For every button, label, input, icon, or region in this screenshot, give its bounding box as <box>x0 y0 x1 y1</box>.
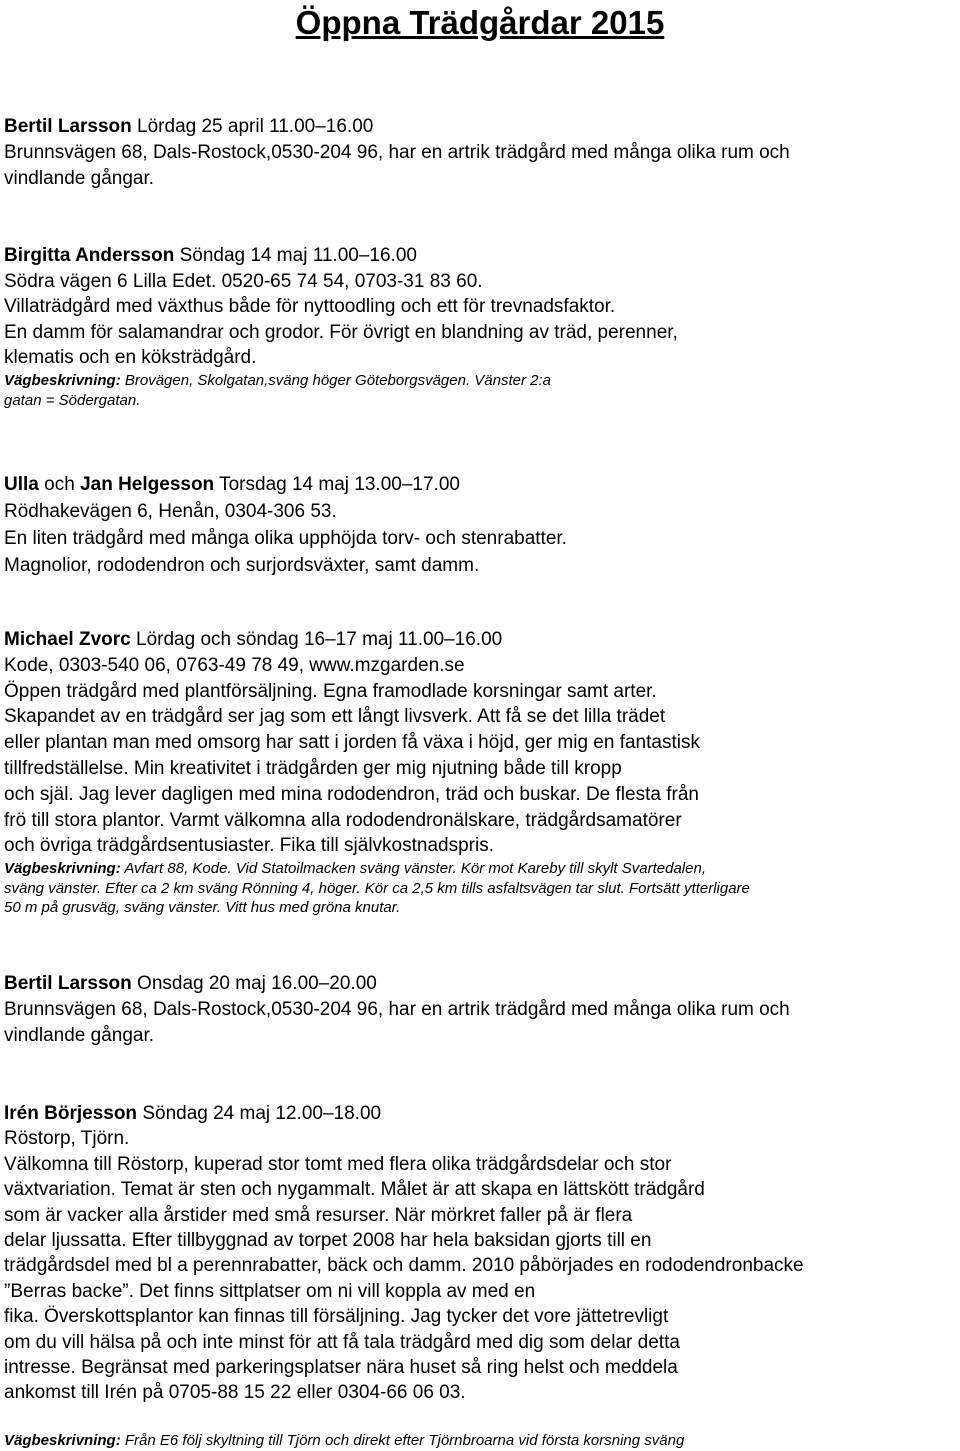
entry-text-line: Öppen trädgård med plantförsäljning. Egna framodlade korsningar samt arter. <box>4 680 657 702</box>
entry-text-line: Röstorp, Tjörn. <box>4 1128 130 1150</box>
host-name: Irén Börjesson <box>4 1103 138 1124</box>
opening-date: Onsdag 20 maj 16.00–20.00 <box>131 973 377 994</box>
entry-heading <box>4 971 960 997</box>
entry-heading <box>4 243 960 269</box>
directions-line <box>4 371 960 391</box>
host-name: Bertil Larsson <box>4 116 132 137</box>
entry-text-line: trädgårdsdel med bl a perennrabatter, bäck och damm. 2010 påbörjades en rododendronbacke <box>4 1255 804 1277</box>
directions-line <box>4 859 960 879</box>
entry-text-line: Rödhakevägen 6, Henån, 0304-306 53. <box>4 501 337 522</box>
garden-entry <box>4 114 960 192</box>
directions-label: Vägbeskrivning: <box>4 860 121 878</box>
entry-text-line: om du vill hälsa på och inte minst för att få tala trädgård med dig som delar detta <box>4 1331 680 1353</box>
directions-line: sväng vänster. Efter ca 2 km sväng Rönning 4, höger. Kör ca 2,5 km tills asfaltsvägen tar slut. Fortsätt ytterligare <box>4 879 750 897</box>
directions-label: Vägbeskrivning: <box>4 1432 121 1450</box>
garden-entry <box>4 627 960 918</box>
entry-text-line: Magnolior, rododendron och surjordsväxter, samt damm. <box>4 555 480 576</box>
opening-date: Söndag 14 maj 11.00–16.00 <box>174 245 417 266</box>
directions-line: 50 m på grusväg, sväng vänster. Vitt hus med gröna knutar. <box>4 899 401 917</box>
opening-date: Lördag och söndag 16–17 maj 11.00–16.00 <box>130 629 503 650</box>
entry-heading <box>4 1101 960 1126</box>
page-title: Öppna Trädgårdar 2015 <box>295 4 665 41</box>
opening-date: Lördag 25 april 11.00–16.00 <box>131 116 374 137</box>
entry-heading <box>4 114 960 140</box>
entry-text-line: vindlande gångar. <box>4 1025 155 1046</box>
host-name: Jan Helgesson <box>80 474 215 495</box>
entry-text-line: ”Berras backe”. Det finns sittplatser om ni vill koppla av med en <box>4 1280 536 1302</box>
entry-text-line: som är vacker alla årstider med små resurser. När mörkret faller på är flera <box>4 1204 633 1226</box>
directions-text: Avfart 88, Kode. Vid Statoilmacken sväng vänster. Kör mot Kareby till skylt Svartedalen, <box>120 860 706 878</box>
entry-text-line: Kode, 0303-540 06, 0763-49 78 49, www.mzgarden.se <box>4 654 465 676</box>
entry-text-line: Välkomna till Röstorp, kuperad stor tomt med flera olika trädgårdsdelar och stor <box>4 1153 672 1175</box>
entry-text-line: Brunnsvägen 68, Dals-Rostock,0530-204 96, har en artrik trädgård med många olika rum och <box>4 142 790 163</box>
entry-text-line: Skapandet av en trädgård ser jag som ett långt livsverk. Att få se det lilla trädet <box>4 706 666 728</box>
entry-heading <box>4 471 960 498</box>
entry-text-line: eller plantan man med omsorg har satt i jorden få växa i höjd, ger mig en fantastisk <box>4 732 700 754</box>
entry-text-line: En liten trädgård med många olika upphöjda torv- och stenrabatter. <box>4 528 567 549</box>
entry-text-line: En damm för salamandrar och grodor. För övrigt en blandning av träd, perenner, <box>4 321 678 343</box>
entry-text-line: intresse. Begränsat med parkeringsplatser nära huset så ring helst och meddela <box>4 1356 678 1378</box>
garden-entry <box>4 1101 960 1451</box>
garden-entry <box>4 971 960 1049</box>
opening-date: Söndag 24 maj 12.00–18.00 <box>137 1103 382 1124</box>
directions-line: gatan = Södergatan. <box>4 391 141 409</box>
host-name: Bertil Larsson <box>4 973 132 994</box>
entry-text-line <box>4 1406 960 1431</box>
entry-text-line: vindlande gångar. <box>4 168 155 189</box>
entry-text-line: och övriga trädgårdsentusiaster. Fika till självkostnadspris. <box>4 835 495 857</box>
entry-text-line: Södra vägen 6 Lilla Edet. 0520-65 74 54, 0703-31 83 60. <box>4 270 483 292</box>
entry-text-line: frö till stora plantor. Varmt välkomna alla rododendronälskare, trädgårdsamatörer <box>4 809 682 831</box>
entry-text-line: klematis och en köksträdgård. <box>4 347 257 368</box>
opening-date: Torsdag 14 maj 13.00–17.00 <box>214 474 460 495</box>
entry-text-line: växtvariation. Temat är sten och nygammalt. Målet är att skapa en lättskött trädgård <box>4 1179 705 1201</box>
entry-text-line: Brunnsvägen 68, Dals-Rostock,0530-204 96, har en artrik trädgård med många olika rum och <box>4 999 790 1020</box>
name-connector: och <box>38 474 81 495</box>
directions-label: Vägbeskrivning: <box>4 371 121 389</box>
directions-line <box>4 1431 960 1451</box>
garden-entry <box>4 471 960 579</box>
entry-text-line: delar ljussatta. Efter tillbyggnad av torpet 2008 har hela baksidan gjorts till en <box>4 1229 652 1251</box>
directions-text: Från E6 följ skyltning till Tjörn och direkt efter Tjörnbroarna vid första korsning sväng <box>120 1432 685 1450</box>
entry-text-line: och själ. Jag lever dagligen med mina rododendron, träd och buskar. De flesta från <box>4 783 699 805</box>
entry-text-line: Villaträdgård med växthus både för nyttoodling och ett för trevnadsfaktor. <box>4 296 616 317</box>
entry-heading <box>4 627 960 653</box>
entry-text-line: fika. Överskottsplantor kan finnas till försäljning. Jag tycker det vore jättetrevligt <box>4 1306 669 1328</box>
garden-entry <box>4 243 960 411</box>
host-name: Ulla <box>4 474 39 495</box>
entry-text-line: tillfredställelse. Min kreativitet i trädgården ger mig njutning både till kropp <box>4 757 622 779</box>
directions-text: Brovägen, Skolgatan,sväng höger Göteborgsvägen. Vänster 2:a <box>120 371 551 389</box>
host-name: Michael Zvorc <box>4 629 131 650</box>
entry-text-line: ankomst till Irén på 0705-88 15 22 eller 0304-66 06 03. <box>4 1382 466 1404</box>
host-name: Birgitta Andersson <box>4 245 175 266</box>
